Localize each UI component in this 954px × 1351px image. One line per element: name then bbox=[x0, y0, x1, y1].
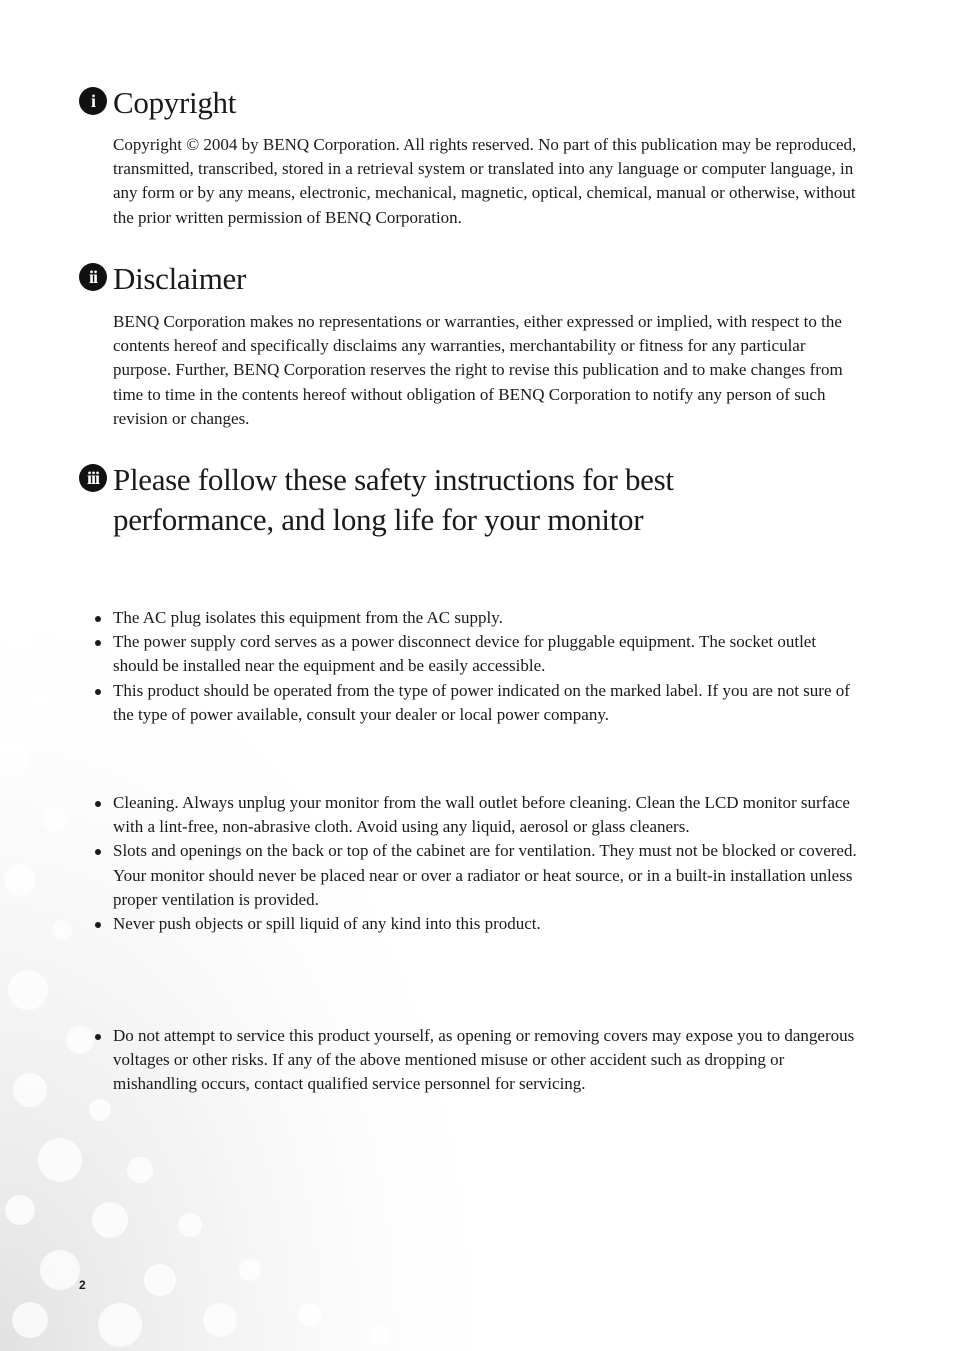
page-number: 2 bbox=[79, 1278, 86, 1292]
list-item: This product should be operated from the type of power indicated on the marked label. If you are not sure of the type of power available, consult your dealer or local power company. bbox=[113, 679, 863, 727]
power-safety-list bbox=[113, 606, 863, 727]
disclaimer-section bbox=[0, 259, 954, 299]
safety-title: Please follow these safety instructions for best performance, and long life for your monitor bbox=[113, 462, 674, 537]
safety-section bbox=[0, 460, 954, 540]
copyright-heading bbox=[0, 83, 954, 123]
section-number-badge: i bbox=[79, 87, 107, 115]
section-number-badge: ii bbox=[79, 263, 107, 291]
copyright-section bbox=[0, 83, 954, 123]
list-item: The power supply cord serves as a power disconnect device for pluggable equipment. The socket outlet should be installed near the equipment and be easily accessible. bbox=[113, 630, 863, 678]
list-item: Cleaning. Always unplug your monitor from the wall outlet before cleaning. Clean the LCD monitor surface with a lint-free, non-abrasive cloth. Avoid using any liquid, aerosol or glass cleaners. bbox=[113, 791, 863, 839]
copyright-title: Copyright bbox=[113, 85, 237, 120]
list-item: Do not attempt to service this product yourself, as opening or removing covers may expose you to dangerous voltages or other risks. If any of the above mentioned misuse or other accident such as dropping or mishandling occurs, contact qualified service personnel for servicing. bbox=[113, 1024, 863, 1097]
disclaimer-title: Disclaimer bbox=[113, 261, 247, 296]
servicing-safety-list bbox=[113, 1024, 863, 1097]
section-number-badge: iii bbox=[79, 464, 107, 492]
list-item: Never push objects or spill liquid of any kind into this product. bbox=[113, 912, 863, 936]
list-item: The AC plug isolates this equipment from the AC supply. bbox=[113, 606, 863, 630]
copyright-text: Copyright © 2004 by BENQ Corporation. All rights reserved. No part of this publication may be reproduced, transmitted, transcribed, stored in a retrieval system or translated into any language or computer language, in any form or by any means, electronic, mechanical, magnetic, optical, chemical, manual or otherwise, without the prior written permission of BENQ Corporation. bbox=[113, 135, 857, 227]
safety-heading bbox=[0, 460, 713, 540]
disclaimer-text: BENQ Corporation makes no representations or warranties, either expressed or implied, with respect to the contents hereof and specifically disclaims any warranties, merchantability or fitness for any particular purpose. Further, BENQ Corporation reserves the right to revise this publication and to make changes from time to time in the contents hereof without obligation of BENQ Corporation to notify any person of such revision or changes. bbox=[113, 312, 843, 428]
care-safety-list bbox=[113, 791, 863, 936]
disclaimer-heading bbox=[0, 259, 954, 299]
list-item: Slots and openings on the back or top of the cabinet are for ventilation. They must not be blocked or covered. Your monitor should never be placed near or over a radiator or heat source, or in a built-in installation unless proper ventilation is provided. bbox=[113, 839, 863, 912]
